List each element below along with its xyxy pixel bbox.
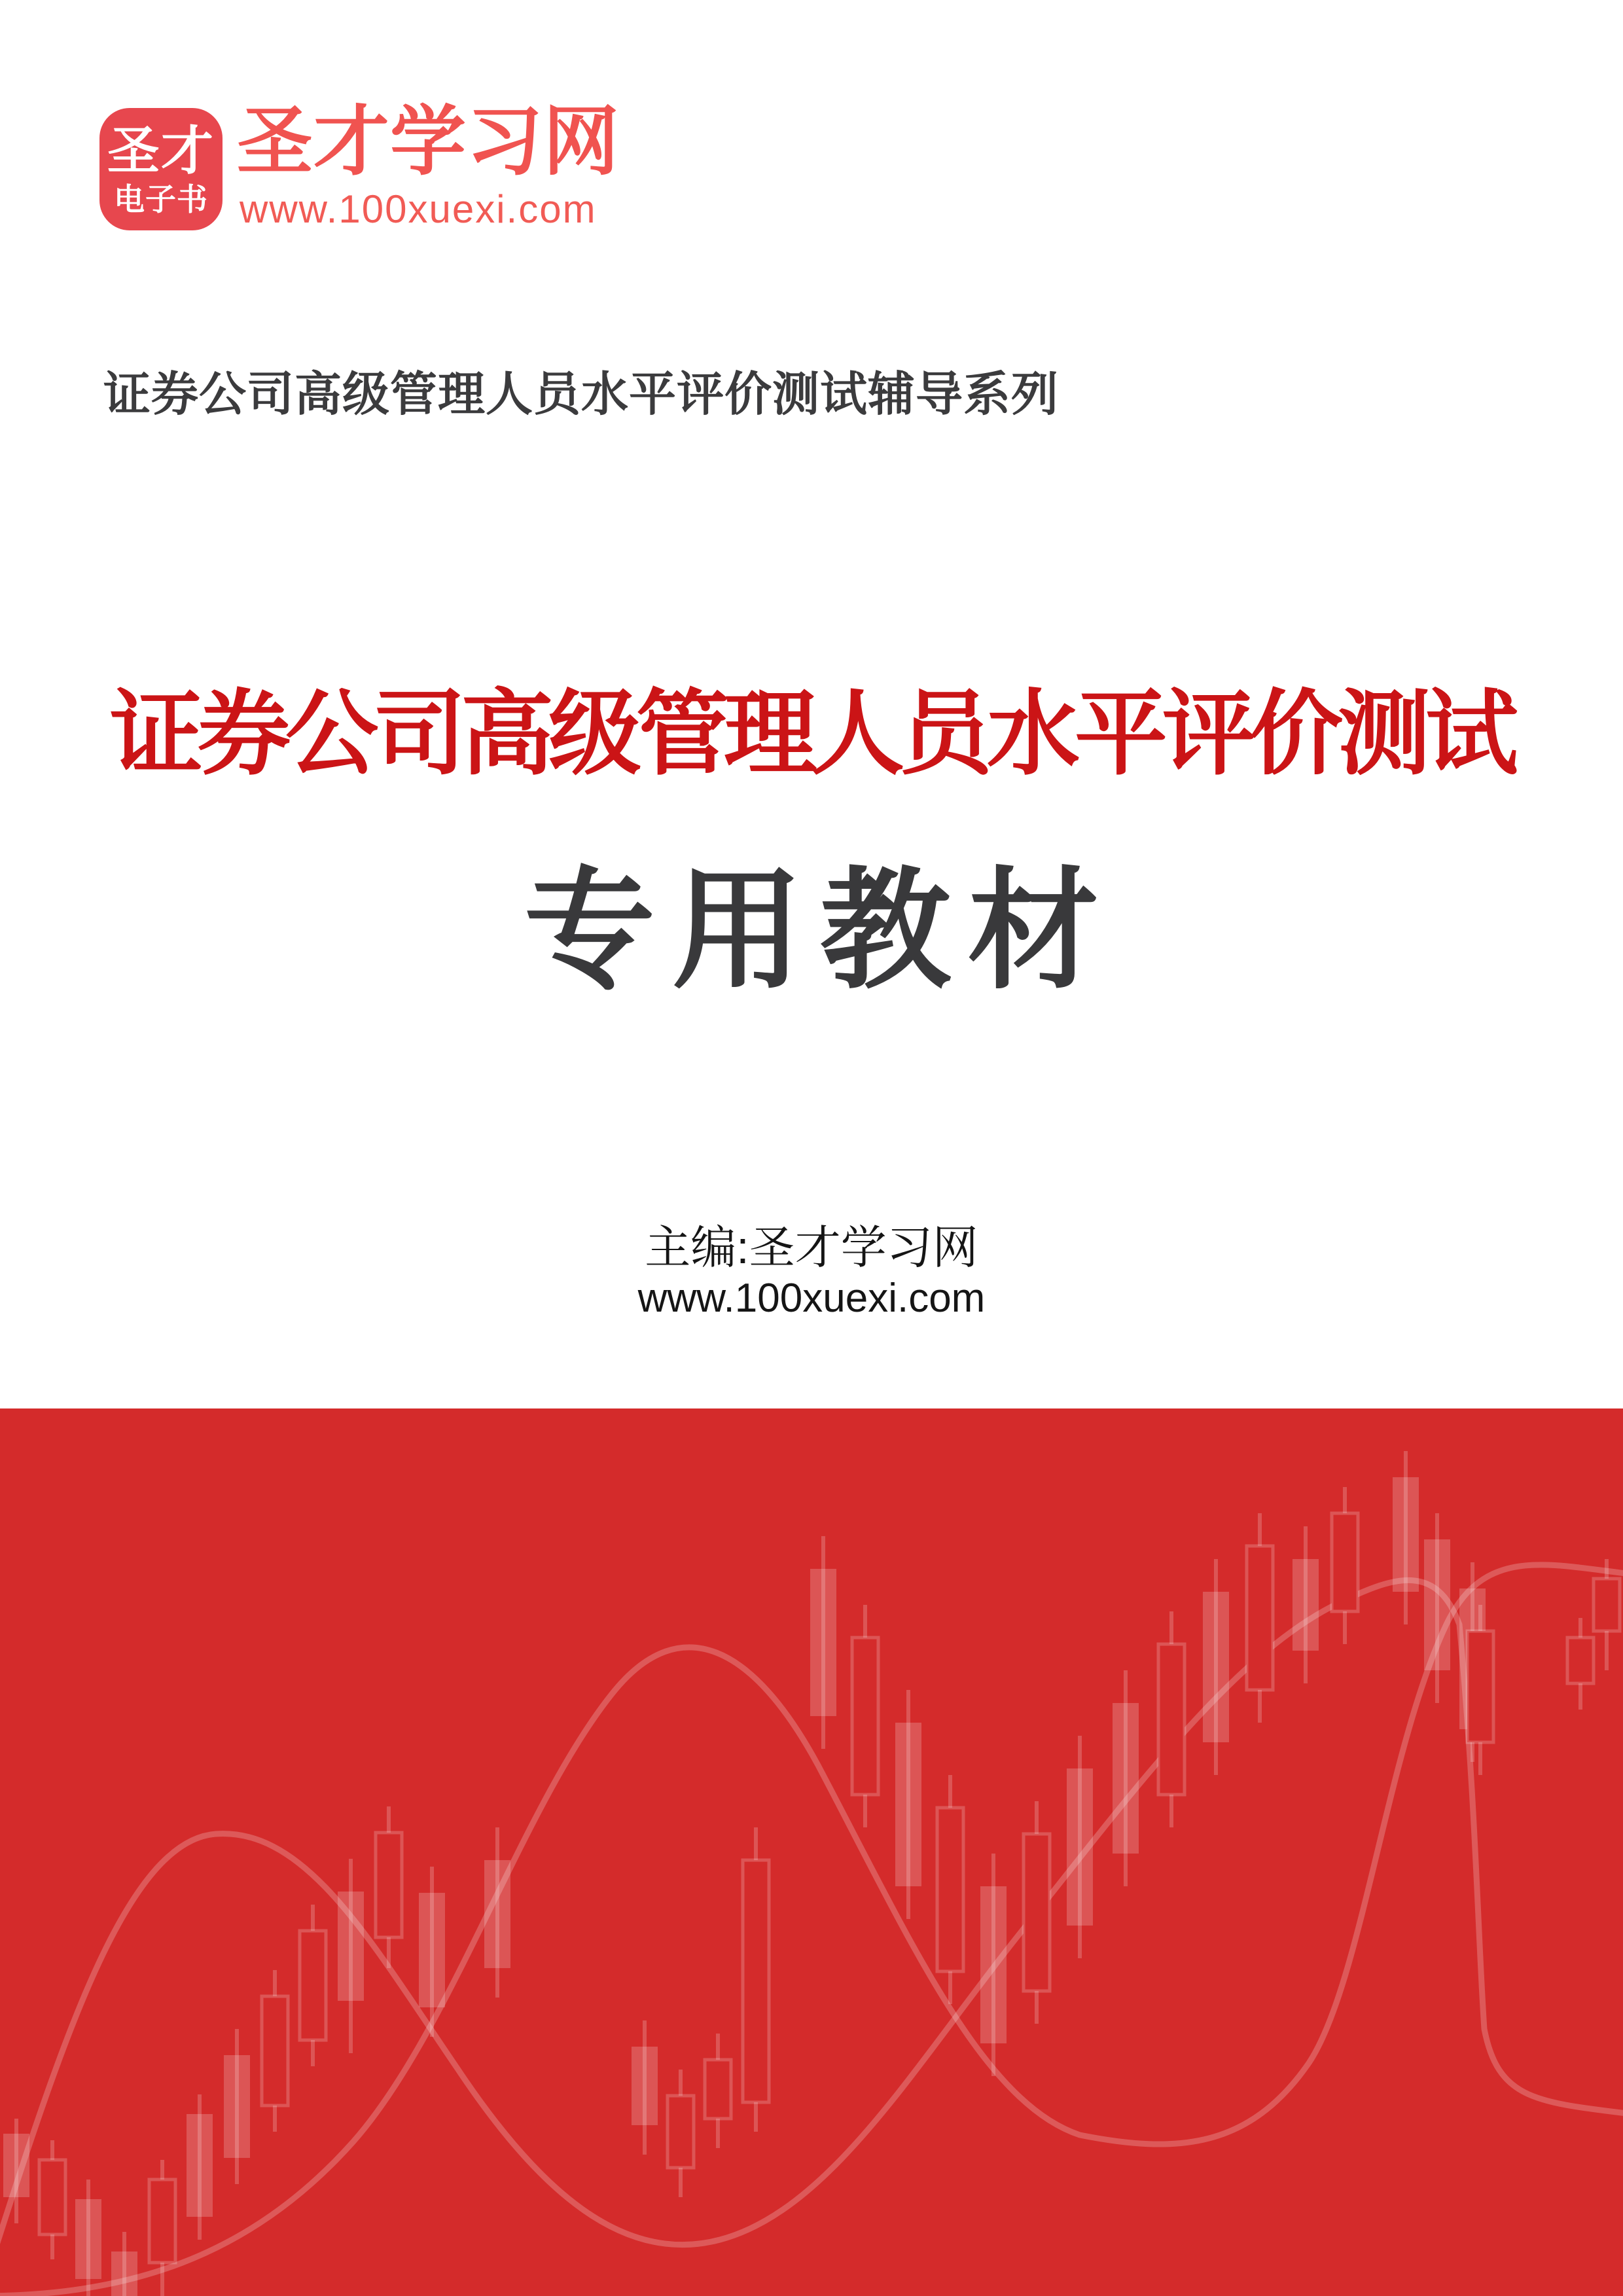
publisher-site-name: 圣才学习网: [237, 99, 620, 184]
book-title: 证券公司高级管理人员水平评价测试: [110, 682, 1513, 786]
bottom-banner: [0, 1408, 1623, 2296]
publisher-logo: [0, 0, 1623, 275]
series-line: 证券公司高级管理人员水平评价测试辅导系列: [103, 368, 1060, 421]
badge-text-line2: 电子书: [114, 182, 208, 217]
editor-name: 圣才学习网: [749, 1222, 978, 1273]
publisher-logo-badge: [99, 108, 223, 230]
editor-label: 主编:: [645, 1222, 749, 1273]
editor-line: [0, 1223, 1623, 1273]
publisher-site-url: www.100xuexi.com: [240, 187, 597, 231]
footer-url: www.100xuexi.com: [637, 1276, 986, 1321]
badge-text-line1: 圣才: [107, 122, 215, 180]
candlestick-chart-decoration: [0, 1408, 1623, 2296]
book-subtitle: 专用教材: [524, 858, 1116, 1004]
